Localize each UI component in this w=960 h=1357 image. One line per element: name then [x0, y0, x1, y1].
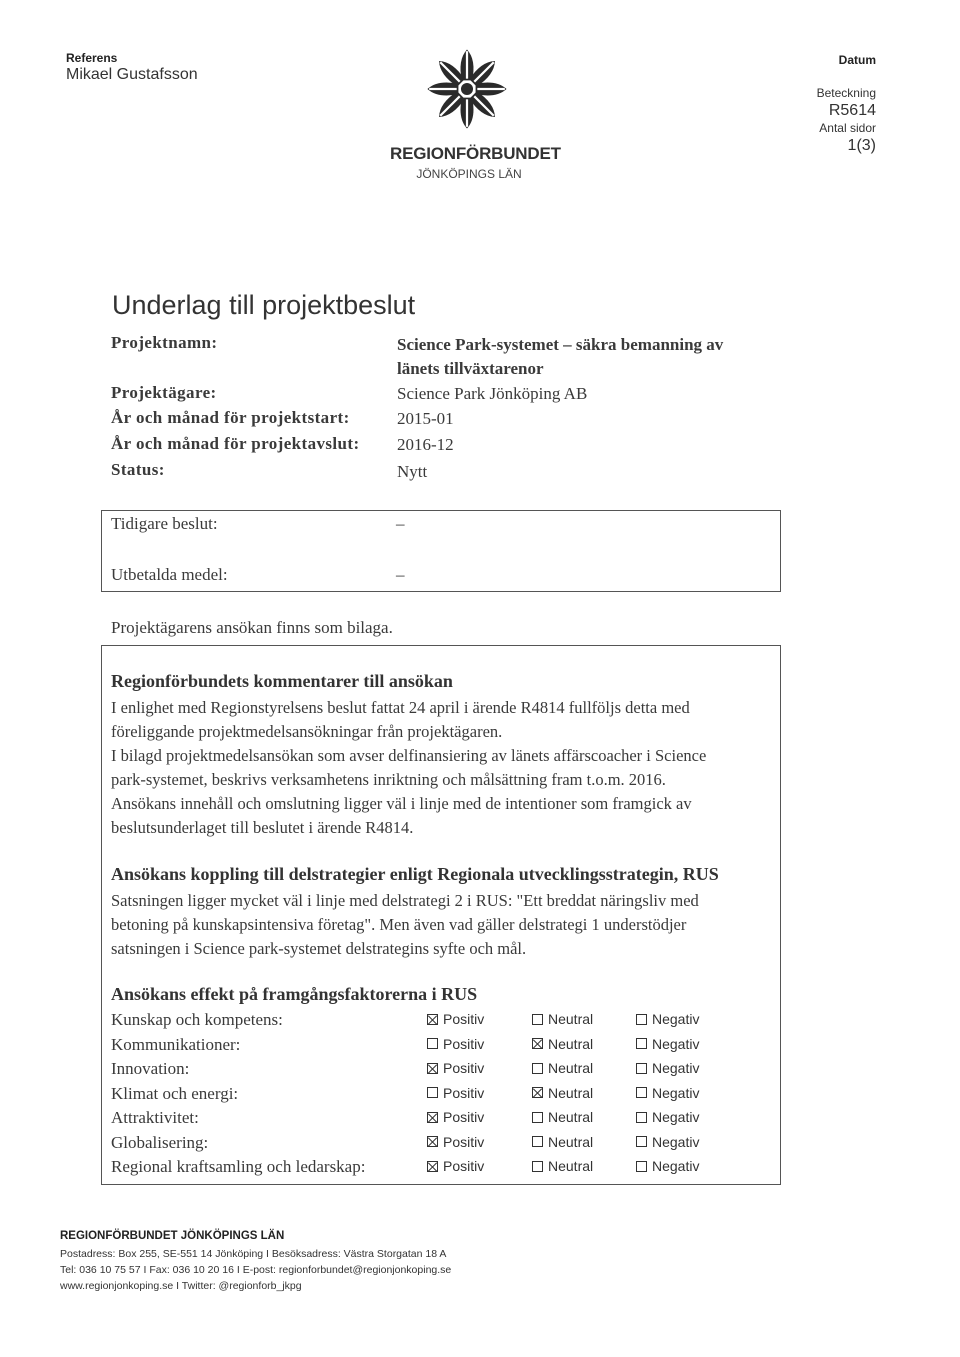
- effekt-option-label: Neutral: [548, 1011, 594, 1027]
- projektagare-value: Science Park Jönköping AB: [397, 384, 588, 403]
- checked-checkbox-icon[interactable]: [427, 1014, 438, 1025]
- projektavslut-value: 2016-12: [397, 435, 454, 454]
- koppling-title: Ansökans koppling till delstrategier enligt Regionala utvecklingsstrategin, RUS: [111, 864, 719, 884]
- effekt-option-label: Neutral: [548, 1084, 594, 1101]
- effekt-option-label: Negativ: [652, 1060, 700, 1076]
- effekt-option-neutral[interactable]: [532, 1085, 593, 1101]
- effekt-row: [111, 1108, 771, 1132]
- beteckning-value: R5614: [828, 102, 876, 119]
- beteckning-label: Beteckning: [816, 86, 876, 100]
- projektnamn-value-line1: Science Park-systemet – säkra bemanning av: [397, 335, 724, 354]
- effekt-option-negativ[interactable]: [636, 1060, 699, 1076]
- effekt-option-negativ[interactable]: [636, 1085, 699, 1101]
- checkbox-icon[interactable]: [636, 1161, 647, 1172]
- status-value: Nytt: [397, 462, 428, 481]
- effekt-row: [111, 1010, 771, 1034]
- effekt-option-positiv[interactable]: [427, 1060, 484, 1076]
- kommentarer-title: Regionförbundets kommentarer till ansökan: [111, 671, 453, 691]
- kommentarer-line: föreliggande projektmedelsansökningar från projektägaren.: [111, 722, 503, 741]
- kommentarer-line: I enlighet med Regionstyrelsens beslut fattat 24 april i ärende R4814 fullföljs detta med: [111, 698, 690, 717]
- effekt-option-neutral[interactable]: [532, 1158, 593, 1174]
- checkbox-icon[interactable]: [636, 1087, 647, 1098]
- checkbox-icon[interactable]: [532, 1161, 543, 1172]
- effekt-option-label: Negativ: [652, 1035, 700, 1052]
- effekt-row-label: Kunskap och kompetens:: [111, 1010, 283, 1029]
- effekt-option-label: Negativ: [652, 1158, 700, 1174]
- tidigare-beslut-label: Tidigare beslut:: [111, 514, 218, 533]
- effekt-row-label: Klimat och energi:: [111, 1083, 239, 1103]
- koppling-line: satsningen i Science park-systemet delstrategins syfte och mål.: [111, 939, 527, 958]
- projektstart-label: År och månad för projektstart:: [111, 408, 350, 427]
- effekt-option-negativ[interactable]: [636, 1036, 699, 1052]
- org-subtitle: JÖNKÖPINGS LÄN: [416, 167, 522, 181]
- status-label: Status:: [111, 460, 165, 479]
- effekt-option-positiv[interactable]: [427, 1134, 484, 1150]
- effekt-option-label: Positiv: [443, 1011, 485, 1027]
- bilaga-note: Projektägarens ansökan finns som bilaga.: [111, 618, 393, 637]
- effekt-option-neutral[interactable]: [532, 1109, 593, 1125]
- effekt-option-negativ[interactable]: [636, 1134, 699, 1150]
- effekt-option-neutral[interactable]: [532, 1134, 593, 1150]
- effekt-option-positiv[interactable]: [427, 1036, 484, 1052]
- effekt-option-negativ[interactable]: [636, 1011, 699, 1027]
- checkbox-icon[interactable]: [636, 1038, 647, 1049]
- antal-sidor-label: Antal sidor: [819, 121, 876, 135]
- page-title: Underlag till projektbeslut: [112, 290, 416, 320]
- regionforbundet-logo-icon: [424, 44, 510, 134]
- effekt-option-label: Negativ: [652, 1011, 700, 1027]
- effekt-option-positiv[interactable]: [427, 1109, 484, 1125]
- effekt-row-label: Attraktivitet:: [111, 1108, 199, 1127]
- effekt-row: [111, 1035, 771, 1059]
- effekt-row: [111, 1059, 771, 1083]
- checked-checkbox-icon[interactable]: [532, 1087, 543, 1098]
- footer-contact: Tel: 036 10 75 57 I Fax: 036 10 20 16 I E-post: regionforbundet@regionjonkoping.se: [60, 1264, 452, 1276]
- effekt-option-label: Negativ: [652, 1133, 700, 1150]
- footer-web: www.regionjonkoping.se I Twitter: @regionforb_jkpg: [60, 1280, 302, 1292]
- checked-checkbox-icon[interactable]: [427, 1112, 438, 1123]
- effekt-option-label: Neutral: [548, 1109, 594, 1125]
- effekt-option-label: Neutral: [548, 1060, 594, 1076]
- effekt-option-negativ[interactable]: [636, 1158, 699, 1174]
- kommentarer-line: Ansökans innehåll och omslutning ligger väl i linje med de intentioner som framgick av: [111, 794, 692, 813]
- effekt-row-label: Innovation:: [111, 1059, 190, 1078]
- effekt-option-label: Negativ: [652, 1084, 700, 1101]
- utbetalda-medel-value: –: [396, 565, 405, 584]
- effekt-option-neutral[interactable]: [532, 1036, 593, 1052]
- effekt-option-positiv[interactable]: [427, 1011, 484, 1027]
- checkbox-icon[interactable]: [636, 1112, 647, 1123]
- effekt-row: [111, 1133, 771, 1157]
- checked-checkbox-icon[interactable]: [427, 1161, 438, 1172]
- effekt-option-neutral[interactable]: [532, 1011, 593, 1027]
- checked-checkbox-icon[interactable]: [427, 1136, 438, 1147]
- checkbox-icon[interactable]: [636, 1063, 647, 1074]
- checkbox-icon[interactable]: [427, 1087, 438, 1098]
- referens-label: Referens: [66, 51, 118, 65]
- checkbox-icon[interactable]: [636, 1014, 647, 1025]
- utbetalda-medel-label: Utbetalda medel:: [111, 565, 228, 584]
- effekt-row-label: Globalisering:: [111, 1132, 209, 1152]
- tidigare-beslut-value: –: [396, 514, 405, 533]
- projektstart-value: 2015-01: [397, 409, 454, 428]
- projektagare-label: Projektägare:: [111, 383, 217, 402]
- kommentarer-line: park-systemet, beskrivs verksamhetens inriktning och målsättning fram t.o.m. 2016.: [111, 770, 666, 789]
- effekt-option-positiv[interactable]: [427, 1158, 484, 1174]
- projektavslut-label: År och månad för projektavslut:: [111, 434, 360, 453]
- koppling-line: betoning på kunskapsintensiva företag". Men även vad gäller delstrategi 1 understödjer: [111, 915, 687, 934]
- kommentarer-text: [111, 696, 771, 840]
- checked-checkbox-icon[interactable]: [532, 1038, 543, 1049]
- datum-label: Datum: [838, 53, 876, 67]
- projektnamn-label: Projektnamn:: [111, 333, 218, 352]
- effekt-title: Ansökans effekt på framgångsfaktorerna i RUS: [111, 984, 478, 1004]
- checkbox-icon[interactable]: [532, 1063, 543, 1074]
- effekt-row: [111, 1157, 771, 1181]
- checkbox-icon[interactable]: [532, 1112, 543, 1123]
- effekt-option-label: Positiv: [443, 1084, 485, 1101]
- antal-sidor-value: 1(3): [847, 137, 876, 154]
- effekt-option-label: Neutral: [548, 1035, 594, 1052]
- kommentarer-line: I bilagd projektmedelsansökan som avser delfinansiering av länets affärscoacher i Science: [111, 746, 707, 765]
- effekt-option-label: Neutral: [548, 1158, 594, 1174]
- effekt-option-negativ[interactable]: [636, 1109, 699, 1125]
- checkbox-icon[interactable]: [636, 1136, 647, 1147]
- effekt-option-label: Neutral: [548, 1133, 594, 1150]
- effekt-option-label: Positiv: [443, 1133, 485, 1150]
- effekt-row-label: Kommunikationer:: [111, 1034, 241, 1054]
- effekt-option-label: Positiv: [443, 1109, 485, 1125]
- checkbox-icon[interactable]: [427, 1038, 438, 1049]
- effekt-option-label: Negativ: [652, 1109, 700, 1125]
- checked-checkbox-icon[interactable]: [427, 1063, 438, 1074]
- org-name: REGIONFÖRBUNDET: [390, 144, 561, 163]
- effekt-option-neutral[interactable]: [532, 1060, 593, 1076]
- projektnamn-value-line2: länets tillväxtarenor: [397, 359, 544, 378]
- effekt-option-label: Positiv: [443, 1035, 485, 1052]
- checkbox-icon[interactable]: [532, 1014, 543, 1025]
- koppling-text: [111, 889, 771, 961]
- referens-name: Mikael Gustafsson: [66, 66, 198, 83]
- footer-title: REGIONFÖRBUNDET JÖNKÖPINGS LÄN: [60, 1230, 285, 1242]
- checkbox-icon[interactable]: [532, 1136, 543, 1147]
- effekt-option-label: Positiv: [443, 1158, 485, 1174]
- koppling-line: Satsningen ligger mycket väl i linje med delstrategi 2 i RUS: "Ett breddat näringsliv med: [111, 891, 699, 910]
- effekt-option-label: Positiv: [443, 1060, 485, 1076]
- effekt-option-positiv[interactable]: [427, 1085, 484, 1101]
- effekt-row: [111, 1084, 771, 1108]
- effekt-row-label: Regional kraftsamling och ledarskap:: [111, 1157, 366, 1176]
- footer-address: Postadress: Box 255, SE-551 14 Jönköping I Besöksadress: Västra Storgatan 18 A: [60, 1248, 447, 1260]
- kommentarer-line: beslutsunderlaget till beslutet i ärende R4814.: [111, 818, 414, 837]
